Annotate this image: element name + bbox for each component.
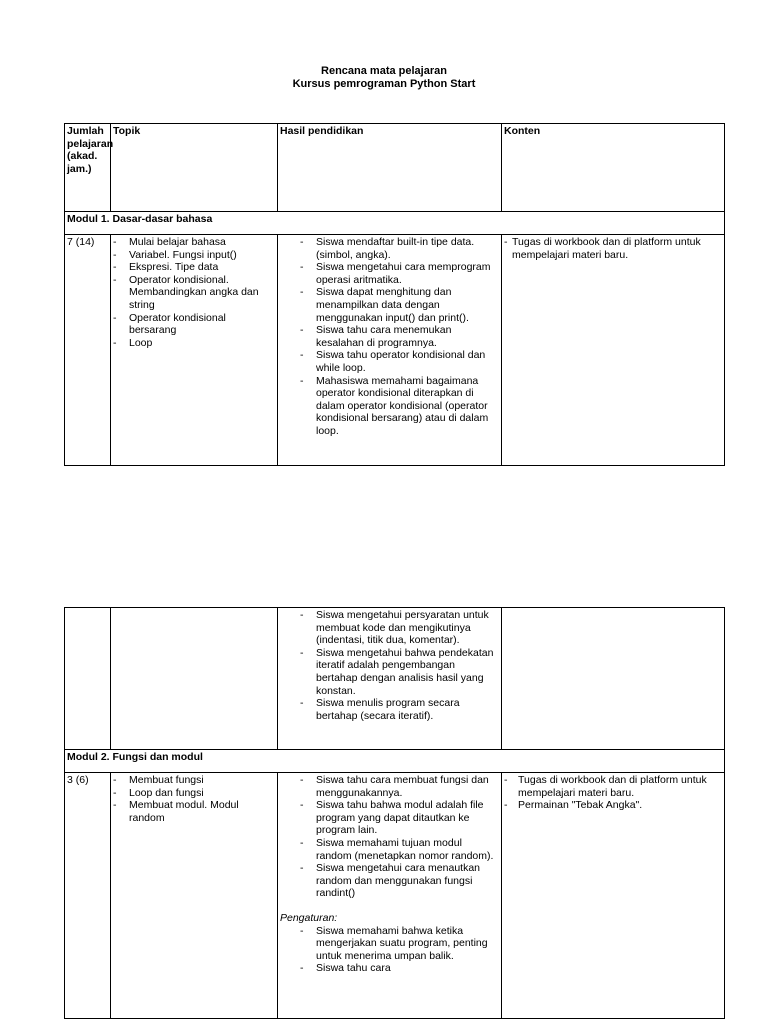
topic-item: - Membuat modul. Modul random	[113, 799, 275, 824]
continued-jumlah	[65, 608, 111, 750]
module-1-hasil	[278, 235, 502, 466]
outcome-item: - Siswa mengetahui cara menautkan random dan menggunakan fungsi randint()	[280, 862, 499, 900]
lesson-plan-table-2	[64, 607, 725, 1019]
topic-item: - Operator kondisional. Membandingkan angka dan string	[113, 274, 275, 312]
continued-konten	[502, 608, 725, 750]
setting-item: - Siswa memahami bahwa ketika mengerjakan suatu program, penting untuk menerima umpan balik.	[280, 925, 499, 963]
content-item: - Permainan "Tebak Angka".	[504, 799, 722, 812]
continued-hasil	[278, 608, 502, 750]
lesson-plan-table-1	[64, 123, 725, 466]
outcome-item: - Siswa menulis program secara bertahap (secara iteratif).	[280, 697, 499, 722]
topic-item: - Ekspresi. Tipe data	[113, 261, 275, 274]
continued-topik	[111, 608, 278, 750]
outcome-item: - Siswa mendaftar built-in tipe data. (simbol, angka).	[280, 236, 499, 261]
outcome-item: - Siswa memahami tujuan modul random (menetapkan nomor random).	[280, 837, 499, 862]
module-2-hasil	[278, 773, 502, 1019]
outcome-item: - Mahasiswa memahami bagaimana operator kondisional diterapkan di dalam operator kondisional (operator kondisional bersarang) atau di dalam loop.	[280, 375, 499, 438]
document-subtitle: Kursus pemrograman Python Start	[292, 78, 476, 90]
topic-item: - Mulai belajar bahasa	[113, 236, 275, 249]
document-title: Rencana mata pelajaran	[321, 65, 447, 77]
module-2-konten	[502, 773, 725, 1019]
content-item: - Tugas di workbook dan di platform untuk mempelajari materi baru.	[504, 774, 722, 799]
pengaturan-label: Pengaturan:	[280, 911, 338, 924]
outcome-item: - Siswa tahu operator kondisional dan while loop.	[280, 349, 499, 374]
header-jumlah: Jumlah pelajaran (akad. jam.)	[65, 124, 111, 212]
module-1-topik	[111, 235, 278, 466]
module-2-jumlah: 3 (6)	[65, 773, 111, 1019]
outcome-item: - Siswa mengetahui cara memprogram operasi aritmatika.	[280, 261, 499, 286]
topic-item: - Membuat fungsi	[113, 774, 275, 787]
setting-item: - Siswa tahu cara	[280, 962, 499, 975]
outcome-item: - Siswa mengetahui bahwa pendekatan iteratif adalah pengembangan bertahap dengan analisis hasil yang konstan.	[280, 647, 499, 697]
outcome-item: - Siswa tahu cara menemukan kesalahan di programnya.	[280, 324, 499, 349]
topic-item: - Variabel. Fungsi input()	[113, 249, 275, 262]
module-1-jumlah: 7 (14)	[65, 235, 111, 466]
header-konten: Konten	[502, 124, 725, 212]
module-1-title: Modul 1. Dasar-dasar bahasa	[65, 212, 725, 235]
outcome-item: - Siswa tahu bahwa modul adalah file program yang dapat ditautkan ke program lain.	[280, 799, 499, 837]
topic-item: - Operator kondisional bersarang	[113, 312, 275, 337]
module-2-title: Modul 2. Fungsi dan modul	[65, 750, 725, 773]
topic-item: - Loop dan fungsi	[113, 787, 275, 800]
topic-item: - Loop	[113, 337, 275, 350]
header-hasil: Hasil pendidikan	[278, 124, 502, 212]
outcome-item: - Siswa tahu cara membuat fungsi dan menggunakannya.	[280, 774, 499, 799]
outcome-item: - Siswa dapat menghitung dan menampilkan data dengan menggunakan input() dan print().	[280, 286, 499, 324]
module-2-topik	[111, 773, 278, 1019]
header-topik: Topik	[111, 124, 278, 212]
outcome-item: - Siswa mengetahui persyaratan untuk membuat kode dan mengikutinya (indentasi, titik dua, komentar).	[280, 609, 499, 647]
content-item: - Tugas di workbook dan di platform untuk mempelajari materi baru.	[504, 236, 722, 261]
module-1-konten	[502, 235, 725, 466]
